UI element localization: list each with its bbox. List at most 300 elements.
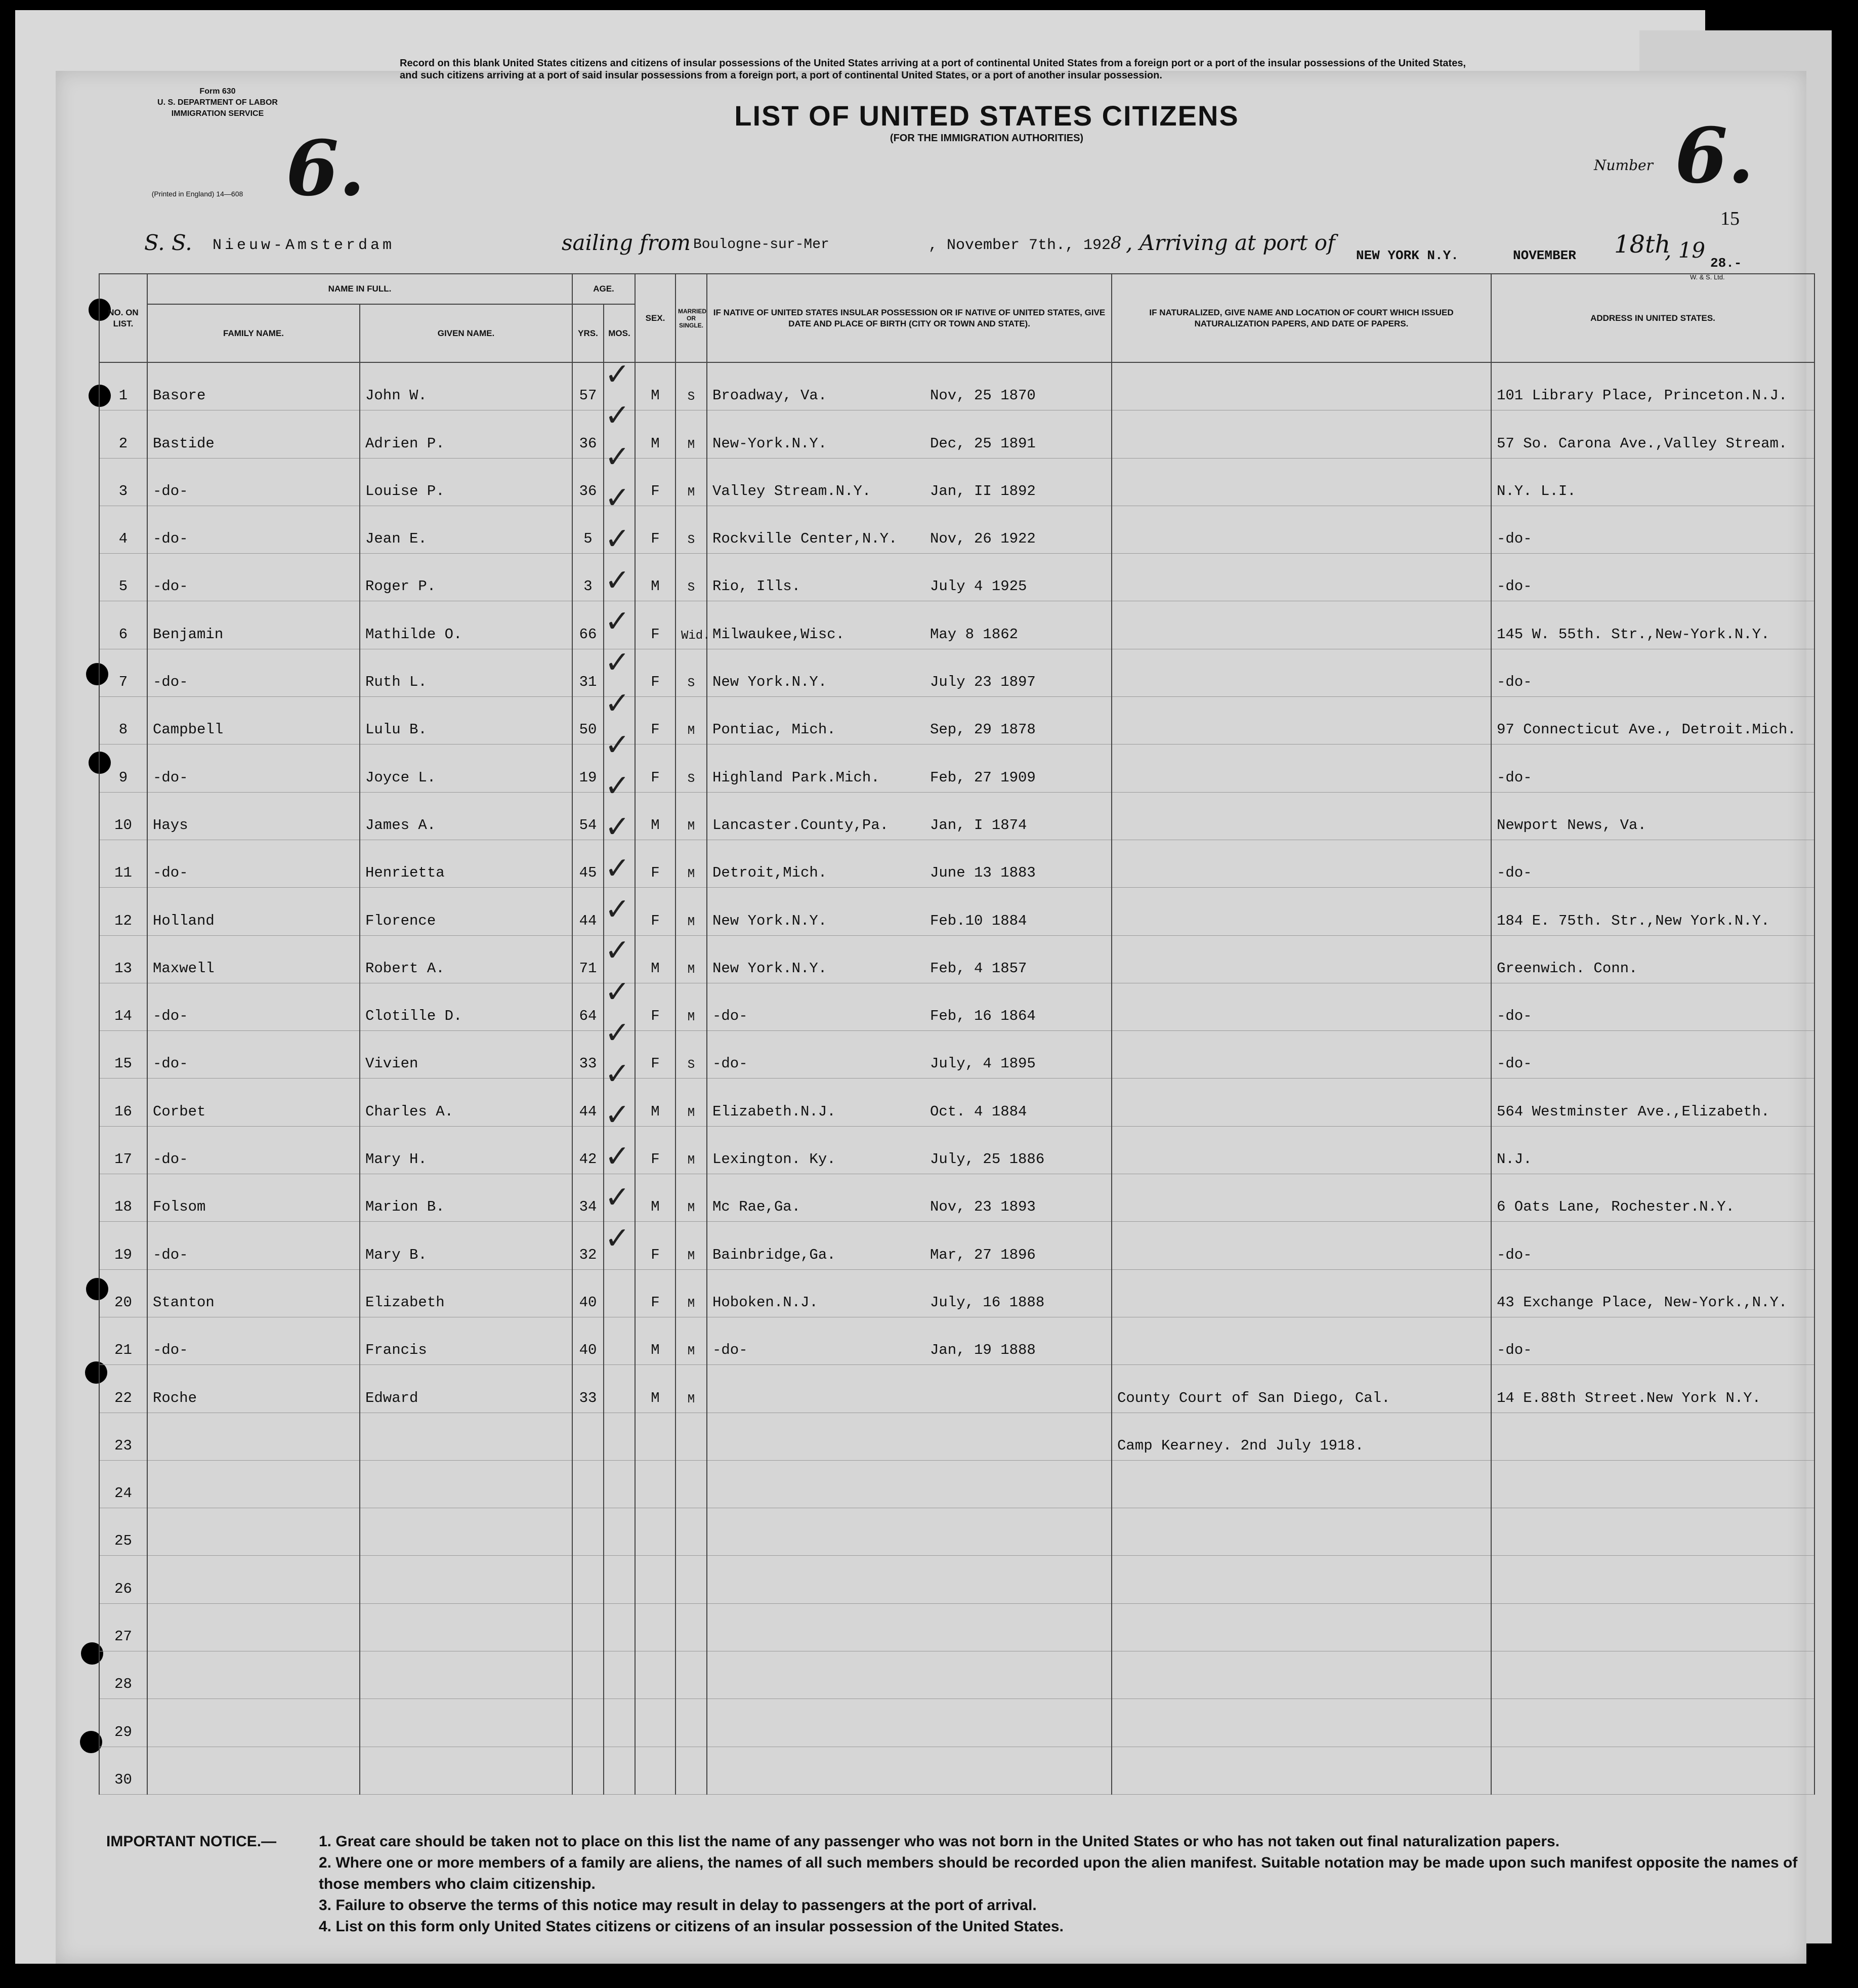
- naturalization: [1112, 458, 1491, 506]
- age-years: 19: [572, 744, 604, 792]
- age-months: [604, 1413, 635, 1460]
- given-name: Mary H.: [360, 1126, 572, 1174]
- birth-info: [707, 1699, 1112, 1747]
- table-row: [99, 1651, 1814, 1699]
- age-months: [604, 1460, 635, 1508]
- row-number: 14: [99, 983, 147, 1030]
- address: [1491, 1508, 1814, 1556]
- birth-info: [707, 1413, 1112, 1460]
- given-name: Charles A.: [360, 1079, 572, 1126]
- table-row: [99, 1031, 1814, 1079]
- family-name: Holland: [147, 888, 360, 935]
- col-family-name: FAMILY NAME.: [147, 304, 360, 362]
- birth-date: Feb, 27 1909: [930, 769, 1036, 786]
- address: 6 Oats Lane, Rochester.N.Y.: [1491, 1174, 1814, 1222]
- birth-info: [707, 410, 1112, 458]
- table-row: [99, 362, 1814, 410]
- sex: F: [635, 1031, 675, 1079]
- family-name: -do-: [147, 1222, 360, 1269]
- address: -do-: [1491, 506, 1814, 553]
- row-number: 2: [99, 410, 147, 458]
- col-yrs: YRS.: [572, 304, 604, 362]
- family-name: Hays: [147, 792, 360, 840]
- row-number: 17: [99, 1126, 147, 1174]
- birth-info: [707, 792, 1112, 840]
- age-years: 50: [572, 697, 604, 744]
- department: U. S. DEPARTMENT OF LABOR: [157, 98, 278, 107]
- family-name: Folsom: [147, 1174, 360, 1222]
- naturalization: [1112, 1508, 1491, 1556]
- family-name: Corbet: [147, 1079, 360, 1126]
- age-years: 33: [572, 1365, 604, 1413]
- sex: [635, 1651, 675, 1699]
- sex: [635, 1603, 675, 1651]
- row-number: 18: [99, 1174, 147, 1222]
- naturalization: County Court of San Diego, Cal.: [1112, 1365, 1491, 1413]
- birth-date: Mar, 27 1896: [930, 1246, 1036, 1263]
- address: 101 Library Place, Princeton.N.J.: [1491, 362, 1814, 410]
- birth-place: Bainbridge,Ga.: [712, 1246, 836, 1263]
- address: -do-: [1491, 840, 1814, 887]
- birth-place: New York.N.Y.: [712, 960, 827, 977]
- family-name: Campbell: [147, 697, 360, 744]
- age-years: 5: [572, 506, 604, 553]
- birth-info: [707, 744, 1112, 792]
- birth-info: [707, 1079, 1112, 1126]
- table-row: [99, 554, 1814, 601]
- birth-info: [707, 697, 1112, 744]
- row-number: 5: [99, 554, 147, 601]
- check-mark-icon: ✓: [605, 480, 630, 516]
- birth-place: Detroit,Mich.: [712, 864, 827, 882]
- col-age: AGE.: [572, 274, 635, 304]
- family-name: -do-: [147, 458, 360, 506]
- age-months: [604, 1747, 635, 1794]
- given-name: Ruth L.: [360, 649, 572, 696]
- family-name: -do-: [147, 983, 360, 1030]
- col-address: ADDRESS IN UNITED STATES.: [1491, 274, 1814, 362]
- given-name: [360, 1556, 572, 1603]
- sex: M: [635, 1365, 675, 1413]
- address: [1491, 1651, 1814, 1699]
- naturalization: [1112, 888, 1491, 935]
- sex: M: [635, 410, 675, 458]
- sex: M: [635, 792, 675, 840]
- number-label: Number: [1594, 157, 1653, 174]
- address: Newport News, Va.: [1491, 792, 1814, 840]
- address: -do-: [1491, 744, 1814, 792]
- row-number: 27: [99, 1603, 147, 1651]
- marital-status: S: [675, 1031, 707, 1079]
- given-name: Marion B.: [360, 1174, 572, 1222]
- table-row: [99, 1174, 1814, 1222]
- sex: F: [635, 601, 675, 649]
- arriving-label: , Arriving at port of: [1126, 230, 1335, 255]
- table-row: [99, 840, 1814, 887]
- row-number: 20: [99, 1269, 147, 1317]
- naturalization: [1112, 840, 1491, 887]
- family-name: -do-: [147, 1317, 360, 1364]
- naturalization: [1112, 1651, 1491, 1699]
- birth-place: Rio, Ills.: [712, 578, 801, 595]
- given-name: Mary B.: [360, 1222, 572, 1269]
- given-name: [360, 1460, 572, 1508]
- age-months: [604, 1508, 635, 1556]
- naturalization: [1112, 935, 1491, 983]
- birth-info: [707, 1747, 1112, 1794]
- sex: M: [635, 935, 675, 983]
- arrival-port: NEW YORK N.Y.: [1356, 248, 1459, 263]
- birth-date: Nov, 25 1870: [930, 387, 1036, 404]
- marital-status: [675, 1460, 707, 1508]
- given-name: Louise P.: [360, 458, 572, 506]
- sex: F: [635, 840, 675, 887]
- birth-date: July 23 1897: [930, 674, 1036, 691]
- birth-info: [707, 1508, 1112, 1556]
- birth-info: [707, 458, 1112, 506]
- check-mark-icon: ✓: [605, 562, 630, 598]
- naturalization: [1112, 554, 1491, 601]
- naturalization: [1112, 983, 1491, 1030]
- birth-date: July 4 1925: [930, 578, 1027, 595]
- departure-date: , November 7th., 192: [928, 237, 1111, 254]
- given-name: [360, 1413, 572, 1460]
- naturalization: [1112, 1747, 1491, 1794]
- notice-list: [319, 1831, 1811, 1937]
- row-number: 4: [99, 506, 147, 553]
- printer-mark: W. & S. Ltd.: [1690, 273, 1725, 281]
- family-name: [147, 1747, 360, 1794]
- row-number: 19: [99, 1222, 147, 1269]
- birth-info: [707, 1126, 1112, 1174]
- table-row: [99, 1413, 1814, 1460]
- marital-status: M: [675, 1079, 707, 1126]
- marital-status: S: [675, 506, 707, 553]
- given-name: Francis: [360, 1317, 572, 1364]
- marital-status: [675, 1603, 707, 1651]
- birth-place: Hoboken.N.J.: [712, 1294, 818, 1311]
- family-name: -do-: [147, 840, 360, 887]
- marital-status: [675, 1699, 707, 1747]
- naturalization: [1112, 792, 1491, 840]
- arrival-day: 18th: [1614, 230, 1671, 259]
- check-mark-icon: ✓: [605, 645, 630, 681]
- birth-date: Jan, II 1892: [930, 482, 1036, 500]
- birth-place: Valley Stream.N.Y.: [712, 482, 871, 500]
- row-number: 26: [99, 1556, 147, 1603]
- given-name: Robert A.: [360, 935, 572, 983]
- age-years: 44: [572, 1079, 604, 1126]
- birth-date: Nov, 26 1922: [930, 530, 1036, 548]
- check-mark-icon: ✓: [605, 1056, 630, 1092]
- row-number: 23: [99, 1413, 147, 1460]
- check-mark-icon: ✓: [605, 521, 630, 557]
- marital-status: M: [675, 1365, 707, 1413]
- age-years: 44: [572, 888, 604, 935]
- naturalization: [1112, 1031, 1491, 1079]
- sex: F: [635, 1269, 675, 1317]
- naturalization: [1112, 506, 1491, 553]
- table-row: [99, 1222, 1814, 1269]
- row-number: 10: [99, 792, 147, 840]
- age-months: [604, 1365, 635, 1413]
- row-number: 21: [99, 1317, 147, 1364]
- table-row: [99, 1508, 1814, 1556]
- row-number: 9: [99, 744, 147, 792]
- given-name: Mathilde O.: [360, 601, 572, 649]
- table-row: [99, 1556, 1814, 1603]
- address: -do-: [1491, 649, 1814, 696]
- arrival-year: 28.-: [1710, 256, 1742, 271]
- table-row: [99, 601, 1814, 649]
- row-number: 3: [99, 458, 147, 506]
- age-years: 54: [572, 792, 604, 840]
- birth-place: New York.N.Y.: [712, 674, 827, 691]
- given-name: Jean E.: [360, 506, 572, 553]
- age-years: 32: [572, 1222, 604, 1269]
- address: -do-: [1491, 1222, 1814, 1269]
- row-number: 12: [99, 888, 147, 935]
- age-years: 31: [572, 649, 604, 696]
- table-row: [99, 792, 1814, 840]
- address: -do-: [1491, 1031, 1814, 1079]
- table-row: [99, 410, 1814, 458]
- page-title: LIST OF UNITED STATES CITIZENS: [734, 100, 1239, 132]
- naturalization: [1112, 744, 1491, 792]
- table-row: [99, 983, 1814, 1030]
- col-name-in-full: NAME IN FULL.: [147, 274, 572, 304]
- marital-status: S: [675, 744, 707, 792]
- birth-info: [707, 362, 1112, 410]
- sex: [635, 1460, 675, 1508]
- age-years: [572, 1699, 604, 1747]
- birth-place: Pontiac, Mich.: [712, 721, 836, 738]
- age-months: [604, 1699, 635, 1747]
- check-mark-icon: ✓: [605, 1097, 630, 1133]
- birth-info: [707, 506, 1112, 553]
- table-row: [99, 1079, 1814, 1126]
- birth-info: [707, 1460, 1112, 1508]
- birth-date: Jan, 19 1888: [930, 1342, 1036, 1359]
- sex: [635, 1699, 675, 1747]
- address: [1491, 1603, 1814, 1651]
- marital-status: M: [675, 697, 707, 744]
- check-mark-icon: ✓: [605, 974, 630, 1010]
- address: 57 So. Carona Ave.,Valley Stream.: [1491, 410, 1814, 458]
- row-number: 15: [99, 1031, 147, 1079]
- record-instructions: Record on this blank United States citizens and citizens of insular possessions of the United States arriving at a port of continental United States from a foreign port or a port of the insular possessions of the United States, and such citizens arriving at a port of said insular possessions from a foreign port, a port of continental United States, or a port of another insular possession.: [400, 58, 1466, 81]
- family-name: [147, 1651, 360, 1699]
- marital-status: M: [675, 1174, 707, 1222]
- naturalization: [1112, 649, 1491, 696]
- check-mark-icon: ✓: [605, 809, 630, 845]
- family-name: [147, 1556, 360, 1603]
- given-name: Lulu B.: [360, 697, 572, 744]
- col-married-single: MARRIED OR SINGLE.: [675, 274, 707, 362]
- row-number: 13: [99, 935, 147, 983]
- form-number: Form 630: [199, 87, 236, 96]
- age-years: 64: [572, 983, 604, 1030]
- birth-date: Oct. 4 1884: [930, 1103, 1027, 1120]
- birth-date: July, 4 1895: [930, 1055, 1036, 1072]
- given-name: Clotille D.: [360, 983, 572, 1030]
- marital-status: S: [675, 649, 707, 696]
- address: -do-: [1491, 1317, 1814, 1364]
- age-years: 34: [572, 1174, 604, 1222]
- row-number: 7: [99, 649, 147, 696]
- address: -do-: [1491, 554, 1814, 601]
- sex: F: [635, 888, 675, 935]
- col-no: NO. ON LIST.: [99, 274, 147, 362]
- row-number: 22: [99, 1365, 147, 1413]
- age-years: 36: [572, 458, 604, 506]
- row-number: 25: [99, 1508, 147, 1556]
- birth-place: Broadway, Va.: [712, 387, 827, 404]
- naturalization: [1112, 1699, 1491, 1747]
- birth-info: [707, 1222, 1112, 1269]
- birth-date: Feb, 4 1857: [930, 960, 1027, 977]
- marital-status: M: [675, 1317, 707, 1364]
- given-name: Florence: [360, 888, 572, 935]
- age-years: 40: [572, 1269, 604, 1317]
- marital-status: [675, 1651, 707, 1699]
- naturalization: Camp Kearney. 2nd July 1918.: [1112, 1413, 1491, 1460]
- family-name: Benjamin: [147, 601, 360, 649]
- birth-date: Jan, I 1874: [930, 816, 1027, 834]
- birth-info: [707, 1269, 1112, 1317]
- address: [1491, 1413, 1814, 1460]
- service: IMMIGRATION SERVICE: [171, 109, 264, 118]
- address: [1491, 1747, 1814, 1794]
- family-name: -do-: [147, 1031, 360, 1079]
- address: Greenwich. Conn.: [1491, 935, 1814, 983]
- naturalization: [1112, 601, 1491, 649]
- birth-date: June 13 1883: [930, 864, 1036, 882]
- address: [1491, 1556, 1814, 1603]
- birth-place: -do-: [712, 1055, 748, 1072]
- check-mark-icon: ✓: [605, 1221, 630, 1257]
- row-number: 16: [99, 1079, 147, 1126]
- col-given-name: GIVEN NAME.: [360, 304, 572, 362]
- family-name: Roche: [147, 1365, 360, 1413]
- birth-date: Feb, 16 1864: [930, 1008, 1036, 1025]
- departure-port: Boulogne-sur-Mer: [693, 237, 829, 253]
- given-name: [360, 1508, 572, 1556]
- marital-status: [675, 1556, 707, 1603]
- birth-info: [707, 649, 1112, 696]
- notice-item: 2. Where one or more members of a family are aliens, the names of all such members should be recorded upon the alien manifest. Suitable notation may be made upon such manifest opposite the names of those members who claim citizenship.: [319, 1854, 1798, 1892]
- birth-place: Lancaster.County,Pa.: [712, 816, 889, 834]
- age-years: [572, 1747, 604, 1794]
- birth-info: [707, 1031, 1112, 1079]
- marital-status: S: [675, 554, 707, 601]
- family-name: -do-: [147, 1126, 360, 1174]
- birth-date: Sep, 29 1878: [930, 721, 1036, 738]
- sex: M: [635, 1174, 675, 1222]
- address: [1491, 1699, 1814, 1747]
- birth-place: Highland Park.Mich.: [712, 769, 880, 786]
- check-mark-icon: ✓: [605, 850, 630, 886]
- naturalization: [1112, 1460, 1491, 1508]
- sex: F: [635, 649, 675, 696]
- birth-info: [707, 601, 1112, 649]
- address: [1491, 1460, 1814, 1508]
- table-row: [99, 744, 1814, 792]
- notice-item: 1. Great care should be taken not to place on this list the name of any passenger who was not born in the United States or who has not taken out final naturalization papers.: [319, 1833, 1560, 1850]
- given-name: Edward: [360, 1365, 572, 1413]
- row-number: 30: [99, 1747, 147, 1794]
- check-mark-icon: ✓: [605, 603, 630, 639]
- sex: [635, 1413, 675, 1460]
- family-name: [147, 1508, 360, 1556]
- sex: M: [635, 362, 675, 410]
- address: 145 W. 55th. Str.,New-York.N.Y.: [1491, 601, 1814, 649]
- family-name: Bastide: [147, 410, 360, 458]
- family-name: Stanton: [147, 1269, 360, 1317]
- family-name: -do-: [147, 744, 360, 792]
- marital-status: M: [675, 888, 707, 935]
- family-name: -do-: [147, 649, 360, 696]
- given-name: Joyce L.: [360, 744, 572, 792]
- manifest-table: [99, 273, 1815, 1795]
- age-years: [572, 1556, 604, 1603]
- birth-place: New-York.N.Y.: [712, 435, 827, 452]
- row-number: 1: [99, 362, 147, 410]
- family-name: [147, 1699, 360, 1747]
- naturalization: [1112, 1317, 1491, 1364]
- marital-status: M: [675, 792, 707, 840]
- naturalization: [1112, 1174, 1491, 1222]
- ss-prefix: S. S.: [144, 230, 192, 255]
- arrival-year-prefix: , 19: [1665, 238, 1706, 263]
- birth-date: May 8 1862: [930, 626, 1019, 643]
- departure-year-digit: 8: [1111, 233, 1122, 253]
- address: 14 E.88th Street.New York N.Y.: [1491, 1365, 1814, 1413]
- birth-info: [707, 1556, 1112, 1603]
- age-years: 33: [572, 1031, 604, 1079]
- marital-status: Wid.: [675, 601, 707, 649]
- table-row: [99, 697, 1814, 744]
- birth-date: July, 25 1886: [930, 1151, 1045, 1168]
- row-number: 8: [99, 697, 147, 744]
- marital-status: M: [675, 410, 707, 458]
- naturalization: [1112, 1079, 1491, 1126]
- row-number: 24: [99, 1460, 147, 1508]
- age-months: [604, 1317, 635, 1364]
- row-number: 6: [99, 601, 147, 649]
- family-name: [147, 1603, 360, 1651]
- naturalization: [1112, 362, 1491, 410]
- sex: F: [635, 697, 675, 744]
- table-row: [99, 888, 1814, 935]
- notice-item: 4. List on this form only United States citizens or citizens of an insular possession of the United States.: [319, 1918, 1064, 1935]
- sailing-label: sailing from: [562, 230, 691, 255]
- given-name: Vivien: [360, 1031, 572, 1079]
- age-years: 36: [572, 410, 604, 458]
- birth-place: -do-: [712, 1008, 748, 1025]
- marital-status: M: [675, 458, 707, 506]
- birth-date: Feb.10 1884: [930, 912, 1027, 929]
- age-years: 40: [572, 1317, 604, 1364]
- birth-date: Nov, 23 1893: [930, 1198, 1036, 1216]
- sex: F: [635, 744, 675, 792]
- address: N.Y. L.I.: [1491, 458, 1814, 506]
- age-months: [604, 1651, 635, 1699]
- sex: F: [635, 506, 675, 553]
- table-row: [99, 1747, 1814, 1794]
- birth-info: [707, 1317, 1112, 1364]
- age-years: [572, 1460, 604, 1508]
